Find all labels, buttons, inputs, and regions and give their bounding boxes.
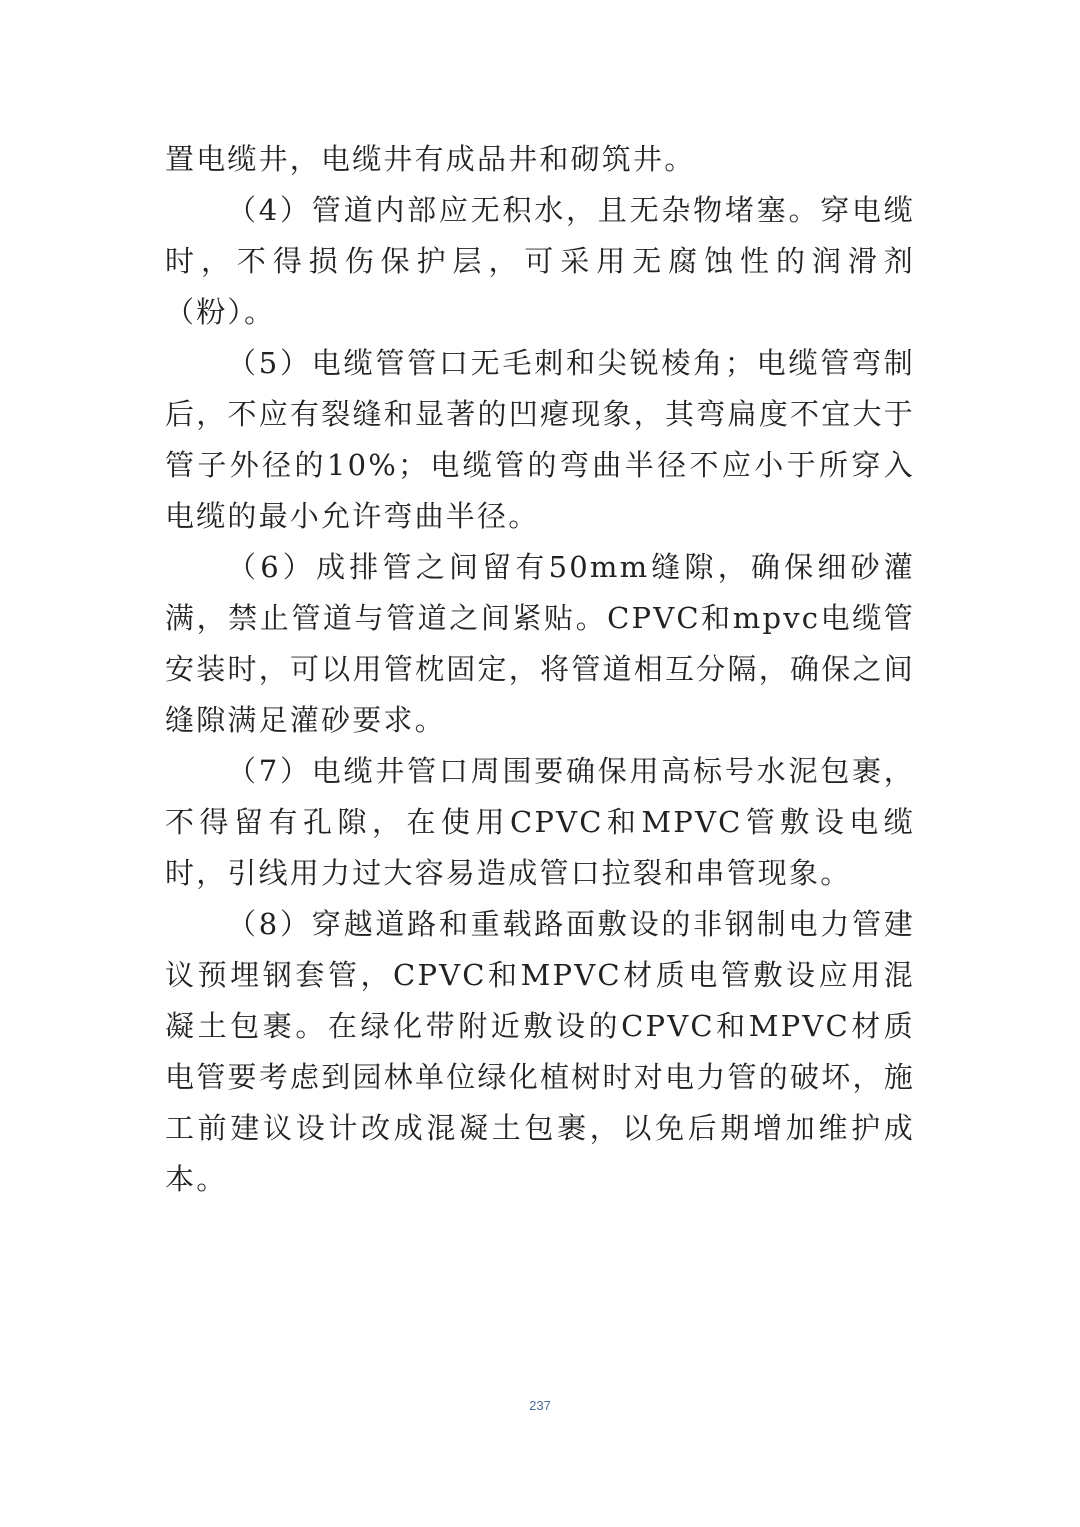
document-body <box>165 134 915 1205</box>
page-number: 237 <box>529 1398 551 1413</box>
paragraph-continuation: 置电缆井，电缆井有成品井和砌筑井。 <box>165 142 696 176</box>
paragraph-item-4: （4）管道内部应无积水，且无杂物堵塞。穿电缆时，不得损伤保护层，可采用无腐蚀性的润滑剂（粉）。 <box>165 193 915 329</box>
paragraph-item-8: （8）穿越道路和重载路面敷设的非钢制电力管建议预埋钢套管，CPVC和MPVC材质电管敷设应用混凝土包裹。在绿化带附近敷设的CPVC和MPVC材质电管要考虑到园林单位绿化植树时对电力管的破坏，施工前建议设计改成混凝土包裹，以免后期增加维护成本。 <box>165 907 915 1196</box>
paragraph-item-6: （6）成排管之间留有50mm缝隙，确保细砂灌满，禁止管道与管道之间紧贴。CPVC和mpvc电缆管安装时，可以用管枕固定，将管道相互分隔，确保之间缝隙满足灌砂要求。 <box>165 550 915 737</box>
paragraph-item-5: （5）电缆管管口无毛刺和尖锐棱角；电缆管弯制后，不应有裂缝和显著的凹瘪现象，其弯扁度不宜大于管子外径的10%；电缆管的弯曲半径不应小于所穿入电缆的最小允许弯曲半径。 <box>165 346 915 533</box>
paragraph-item-7: （7）电缆井管口周围要确保用高标号水泥包裹，不得留有孔隙，在使用CPVC和MPVC管敷设电缆时，引线用力过大容易造成管口拉裂和串管现象。 <box>165 754 915 890</box>
